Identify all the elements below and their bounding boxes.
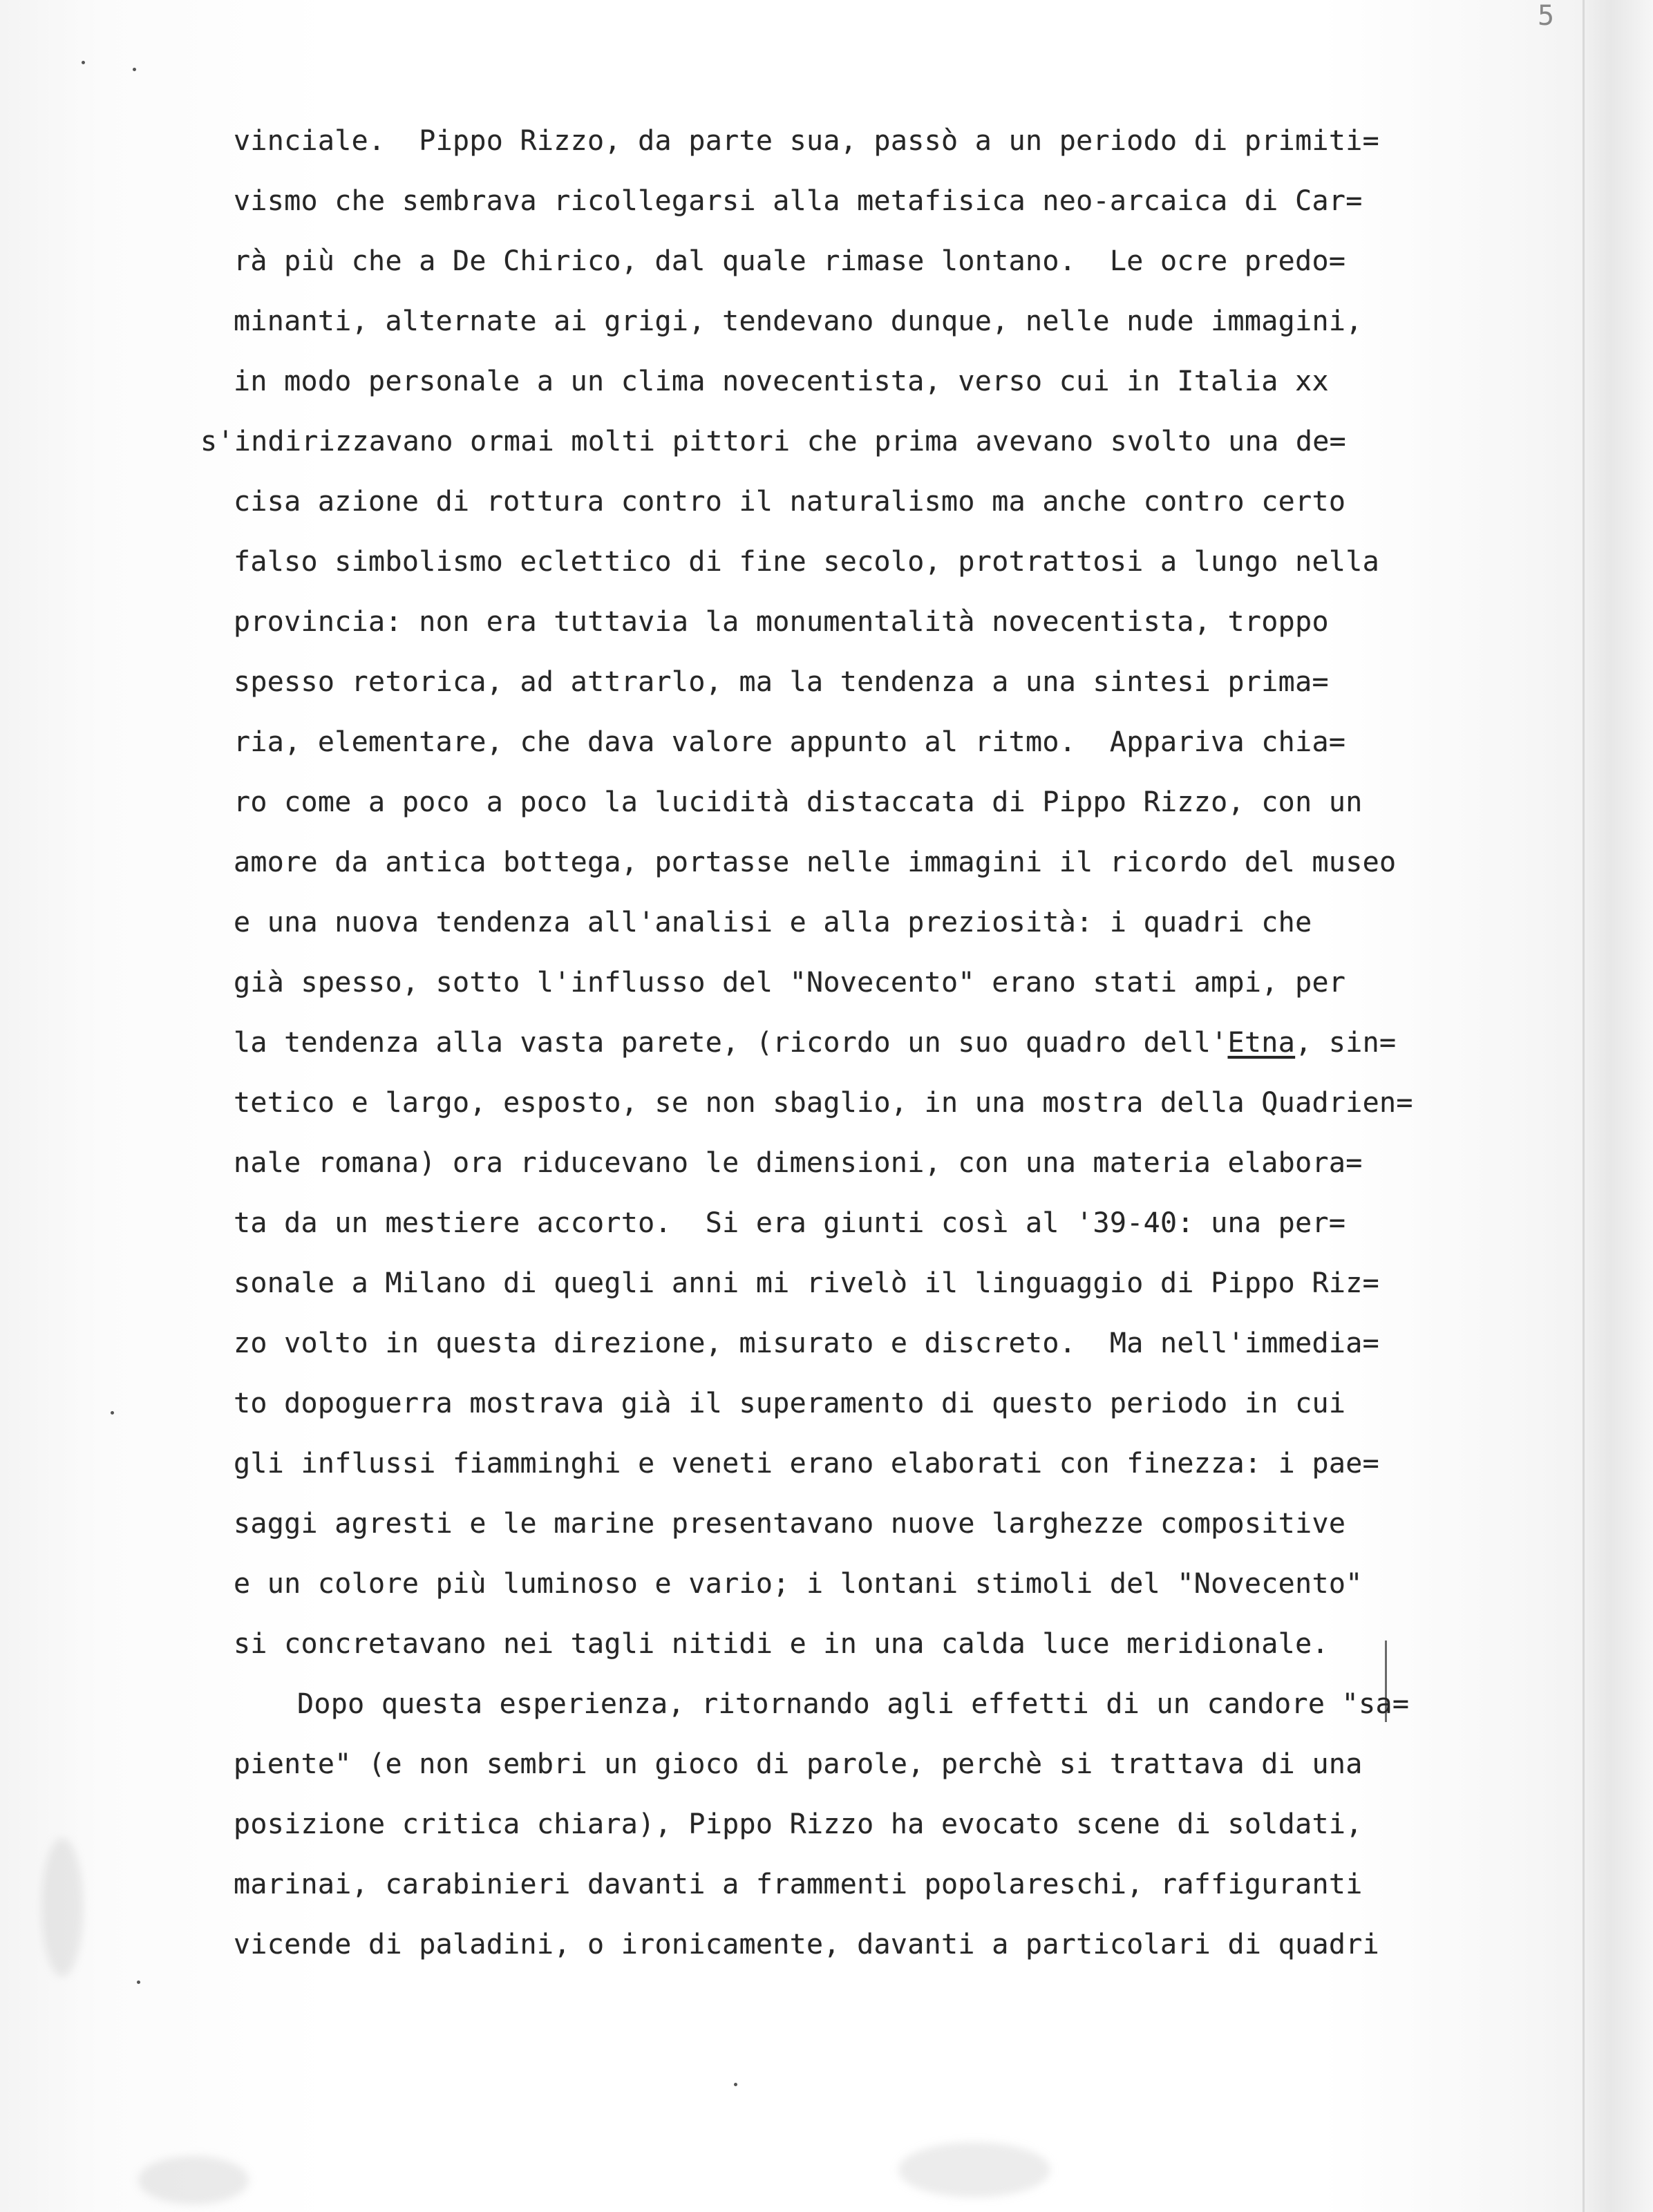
text-line: posizione critica chiara), Pippo Rizzo ha evocato scene di soldati, (234, 1808, 1363, 1840)
text-line: sonale a Milano di quegli anni mi rivelò il linguaggio di Pippo Riz= (234, 1267, 1379, 1299)
text-line: amore da antica bottega, portasse nelle immagini il ricordo del museo (234, 847, 1397, 878)
text-line: rà più che a De Chirico, dal quale rimase lontano. Le ocre predo= (234, 245, 1346, 277)
text-line: nale romana) ora riducevano le dimensioni, con una materia elabora= (234, 1147, 1363, 1179)
text-line: saggi agresti e le marine presentavano nuove larghezze compositive (234, 1508, 1346, 1540)
text-line: s'indirizzavano ormai molti pittori che prima avevano svolto una de= (200, 426, 1346, 457)
scan-speck (82, 61, 85, 64)
text-line: zo volto in questa direzione, misurato e discreto. Ma nell'immedia= (234, 1327, 1379, 1359)
scan-smudge (898, 2142, 1050, 2197)
page-edge-shadow (1583, 0, 1653, 2212)
text-line: vinciale. Pippo Rizzo, da parte sua, passò a un periodo di primiti= (234, 125, 1379, 157)
text-line: cisa azione di rottura contro il naturalismo ma anche contro certo (234, 486, 1346, 518)
underlined-word: Etna (1227, 1027, 1296, 1059)
text-line: e un colore più luminoso e vario; i lontani stimoli del "Novecento" (234, 1568, 1363, 1600)
text-line: spesso retorica, ad attrarlo, ma la tendenza a una sintesi prima= (234, 666, 1329, 698)
text-line: già spesso, sotto l'influsso del "Novecento" erano stati ampi, per (234, 967, 1346, 999)
scan-smudge (138, 2156, 249, 2204)
page-edge-line (1583, 0, 1585, 2212)
text-line: Dopo questa esperienza, ritornando agli effetti di un candore "sa= (297, 1688, 1410, 1720)
scan-speck (137, 1981, 140, 1984)
scan-speck (111, 1411, 114, 1415)
scan-speck (133, 68, 136, 71)
text-line: ro come a poco a poco la lucidità distaccata di Pippo Rizzo, con un (234, 786, 1363, 818)
text-line-segment: la tendenza alla vasta parete, (ricordo un suo quadro dell' (234, 1027, 1228, 1059)
text-line-segment: , sin= (1295, 1027, 1397, 1059)
text-line: in modo personale a un clima novecentista, verso cui in Italia xx (234, 366, 1329, 397)
text-line: piente" (e non sembri un gioco di parole, perchè si trattava di una (234, 1748, 1363, 1780)
text-line: e una nuova tendenza all'analisi e alla preziosità: i quadri che (234, 907, 1312, 938)
text-line: si concretavano nei tagli nitidi e in una calda luce meridionale. (234, 1628, 1329, 1660)
scan-smudge (41, 1838, 83, 1976)
text-line: falso simbolismo eclettico di fine secolo, protrattosi a lungo nella (234, 546, 1379, 578)
text-line: marinai, carabinieri davanti a frammenti popolareschi, raffiguranti (234, 1869, 1363, 1900)
page-number-fragment: 5 (1538, 0, 1555, 32)
text-line: vicende di paladini, o ironicamente, davanti a particolari di quadri (234, 1929, 1379, 1960)
scan-speck (734, 2083, 737, 2086)
text-line: ria, elementare, che dava valore appunto al ritmo. Appariva chia= (234, 726, 1346, 758)
text-line: minanti, alternate ai grigi, tendevano dunque, nelle nude immagini, (234, 305, 1363, 337)
text-line: tetico e largo, esposto, se non sbaglio, in una mostra della Quadrien= (234, 1087, 1413, 1119)
text-line: to dopoguerra mostrava già il superamento di questo periodo in cui (234, 1388, 1346, 1419)
text-line: provincia: non era tuttavia la monumentalità novecentista, troppo (234, 606, 1329, 638)
text-line (234, 1026, 1396, 1059)
text-line: ta da un mestiere accorto. Si era giunti così al '39-40: una per= (234, 1207, 1346, 1239)
text-line: gli influssi fiamminghi e veneti erano elaborati con finezza: i pae= (234, 1448, 1379, 1480)
text-line: vismo che sembrava ricollegarsi alla metafisica neo-arcaica di Car= (234, 185, 1363, 217)
